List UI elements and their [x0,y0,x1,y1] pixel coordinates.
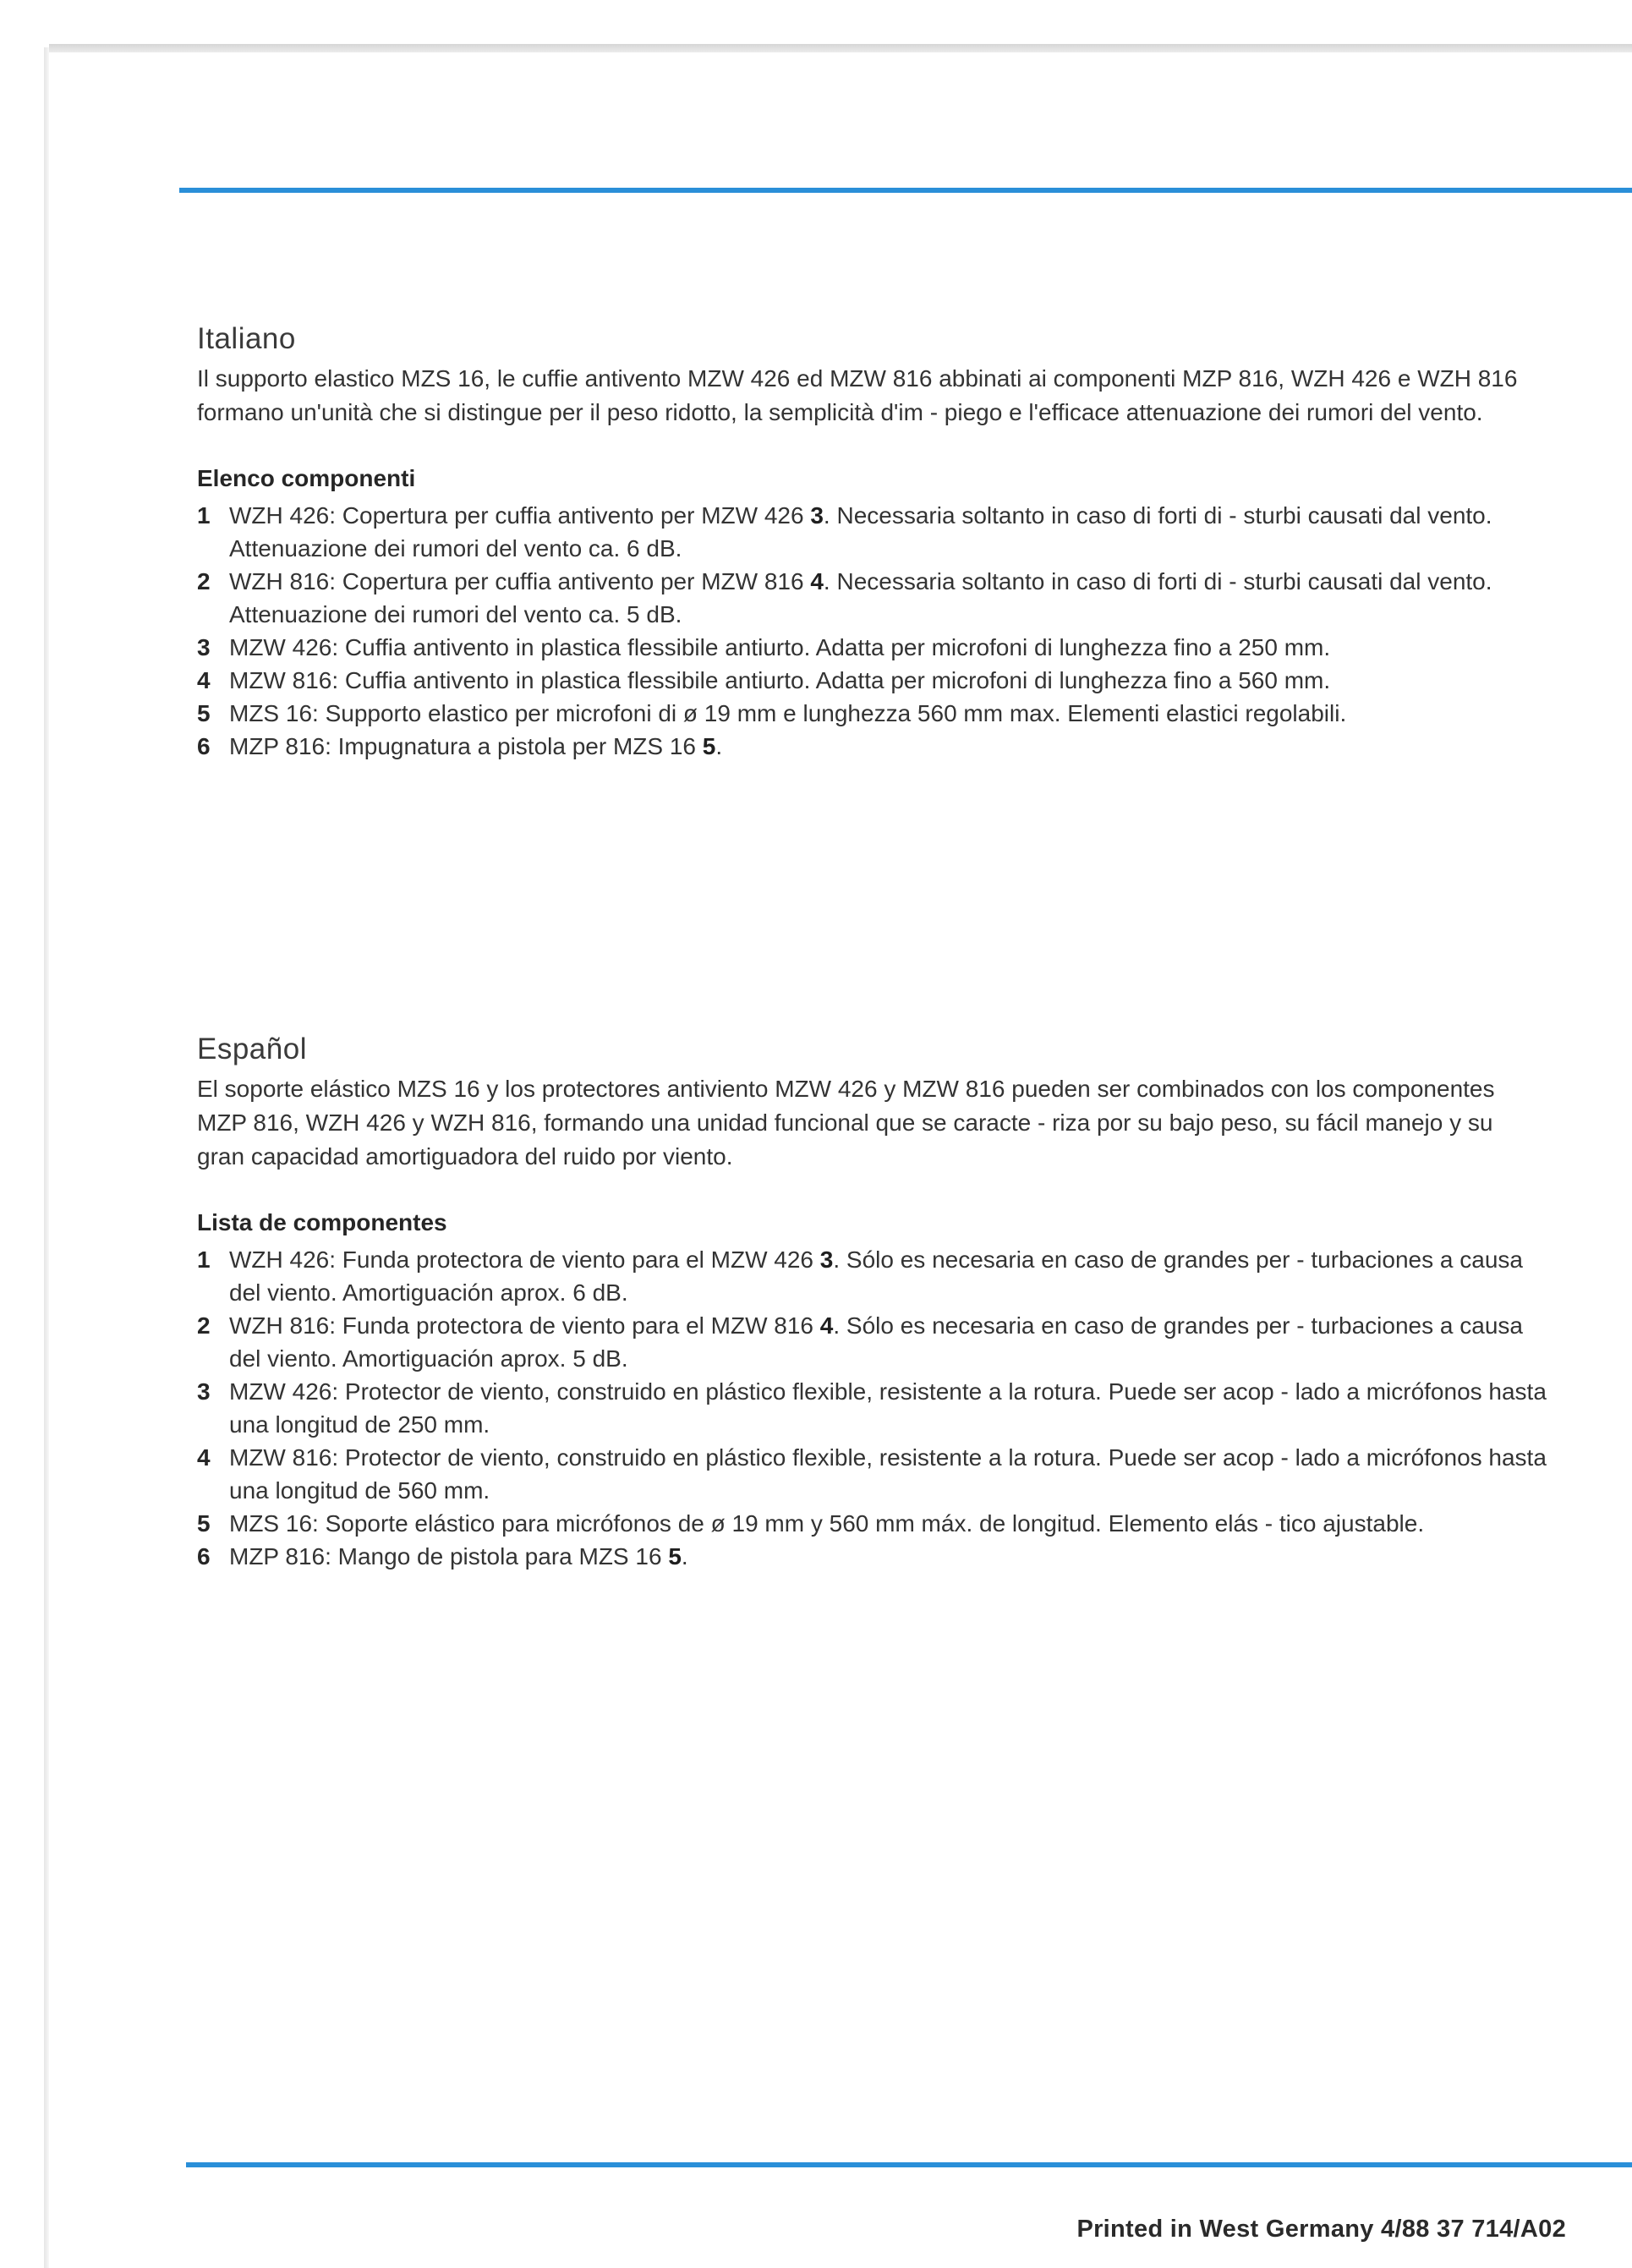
item-text-after: . Sólo es necesaria en caso de grandes per - turbaciones a causa del viento. Amortiguación aprox. 5 dB. [229,1312,1523,1372]
item-number: 2 [197,1312,211,1339]
list-item [197,631,1550,664]
component-list-italiano [197,499,1550,763]
item-number: 6 [197,733,211,759]
item-number: 1 [197,1246,211,1273]
scan-edge-top [49,44,1632,52]
item-number: 3 [197,1378,211,1405]
item-text: WZH 426: Funda protectora de viento para el MZW 426 [229,1246,820,1273]
item-figure-ref: 4 [810,568,824,594]
item-number: 5 [197,700,211,726]
item-text-after: . Necessaria soltanto in caso di forti di - sturbi causati dal vento. Attenuazione dei rumori del vento ca. 6 dB. [229,502,1492,562]
item-text: MZW 426: Protector de viento, construido en plástico flexible, resistente a la rotura. Puede ser acop - lado a micrófonos hasta una longitud de 250 mm. [229,1378,1547,1438]
item-text: WZH 816: Copertura per cuffia antivento per MZW 816 [229,568,811,594]
list-item [197,730,1550,763]
section-espanol [197,1030,1550,1573]
list-item [197,565,1550,631]
item-text: WZH 816: Funda protectora de viento para el MZW 816 [229,1312,820,1339]
list-item [197,1540,1550,1573]
list-item [197,697,1550,730]
item-text: WZH 426: Copertura per cuffia antivento per MZW 426 [229,502,811,529]
section-title-italiano: Italiano [197,322,296,355]
item-number: 4 [197,667,211,693]
item-number: 4 [197,1444,211,1471]
list-item [197,664,1550,697]
item-figure-ref: 4 [819,1312,834,1339]
item-text: MZP 816: Impugnatura a pistola per MZS 16 [229,733,703,759]
list-item [197,1507,1550,1540]
printer-imprint: Printed in West Germany 4/88 37 714/A02 [1076,2216,1566,2243]
item-number: 5 [197,1510,211,1537]
item-text: MZS 16: Soporte elástico para micrófonos de ø 19 mm y 560 mm máx. de longitud. Elemento elás - tico ajustable. [229,1510,1425,1537]
item-figure-ref: 5 [668,1543,682,1570]
item-text-after: . [681,1543,688,1570]
item-text: MZW 426: Cuffia antivento in plastica flessibile antiurto. Adatta per microfoni di lunghezza fino a 250 mm. [229,634,1331,660]
intro-espanol: El soporte elástico MZS 16 y los protectores antiviento MZW 426 y MZW 816 pueden ser combinados con los componentes MZP 816, WZH 426 y WZH 816, formando una unidad funcional que se caracte - riza por su bajo peso, su fácil manejo y su gran capacidad amortiguadora del ruido por viento. [197,1076,1495,1170]
item-text-after: . Sólo es necesaria en caso de grandes per - turbaciones a causa del viento. Amortiguación aprox. 6 dB. [229,1246,1523,1306]
item-figure-ref: 5 [702,733,716,759]
list-heading-espanol: Lista de componentes [197,1209,447,1235]
item-number: 3 [197,634,211,660]
list-item [197,1375,1550,1441]
item-figure-ref: 3 [819,1246,834,1273]
item-text: MZP 816: Mango de pistola para MZS 16 [229,1543,669,1570]
list-heading-italiano: Elenco componenti [197,465,416,491]
item-text: MZS 16: Supporto elastico per microfoni di ø 19 mm e lunghezza 560 mm max. Elementi elastici regolabili. [229,700,1347,726]
component-list-espanol [197,1243,1550,1573]
item-text: MZW 816: Cuffia antivento in plastica flessibile antiurto. Adatta per microfoni di lunghezza fino a 560 mm. [229,667,1331,693]
item-figure-ref: 3 [810,502,824,529]
intro-italiano: Il supporto elastico MZS 16, le cuffie antivento MZW 426 ed MZW 816 abbinati ai componenti MZP 816, WZH 426 e WZH 816 formano un'unità che si distingue per il peso ridotto, la semplicità d'im - piego e l'efficace attenuazione dei rumori del vento. [197,365,1518,425]
item-number: 1 [197,502,211,529]
list-item [197,1441,1550,1507]
bottom-blue-rule [186,2162,1632,2167]
item-text-after: . Necessaria soltanto in caso di forti di - sturbi causati dal vento. Attenuazione dei rumori del vento ca. 5 dB. [229,568,1492,627]
item-text-after: . [715,733,723,759]
scan-edge-left [44,47,49,2268]
item-number: 6 [197,1543,211,1570]
item-text: MZW 816: Protector de viento, construido en plástico flexible, resistente a la rotura. Puede ser acop - lado a micrófonos hasta una longitud de 560 mm. [229,1444,1547,1504]
list-item [197,1309,1550,1375]
top-blue-rule [179,188,1632,193]
section-italiano [197,320,1550,763]
section-title-espanol: Español [197,1033,307,1066]
item-number: 2 [197,568,211,594]
list-item [197,499,1550,565]
list-item [197,1243,1550,1309]
